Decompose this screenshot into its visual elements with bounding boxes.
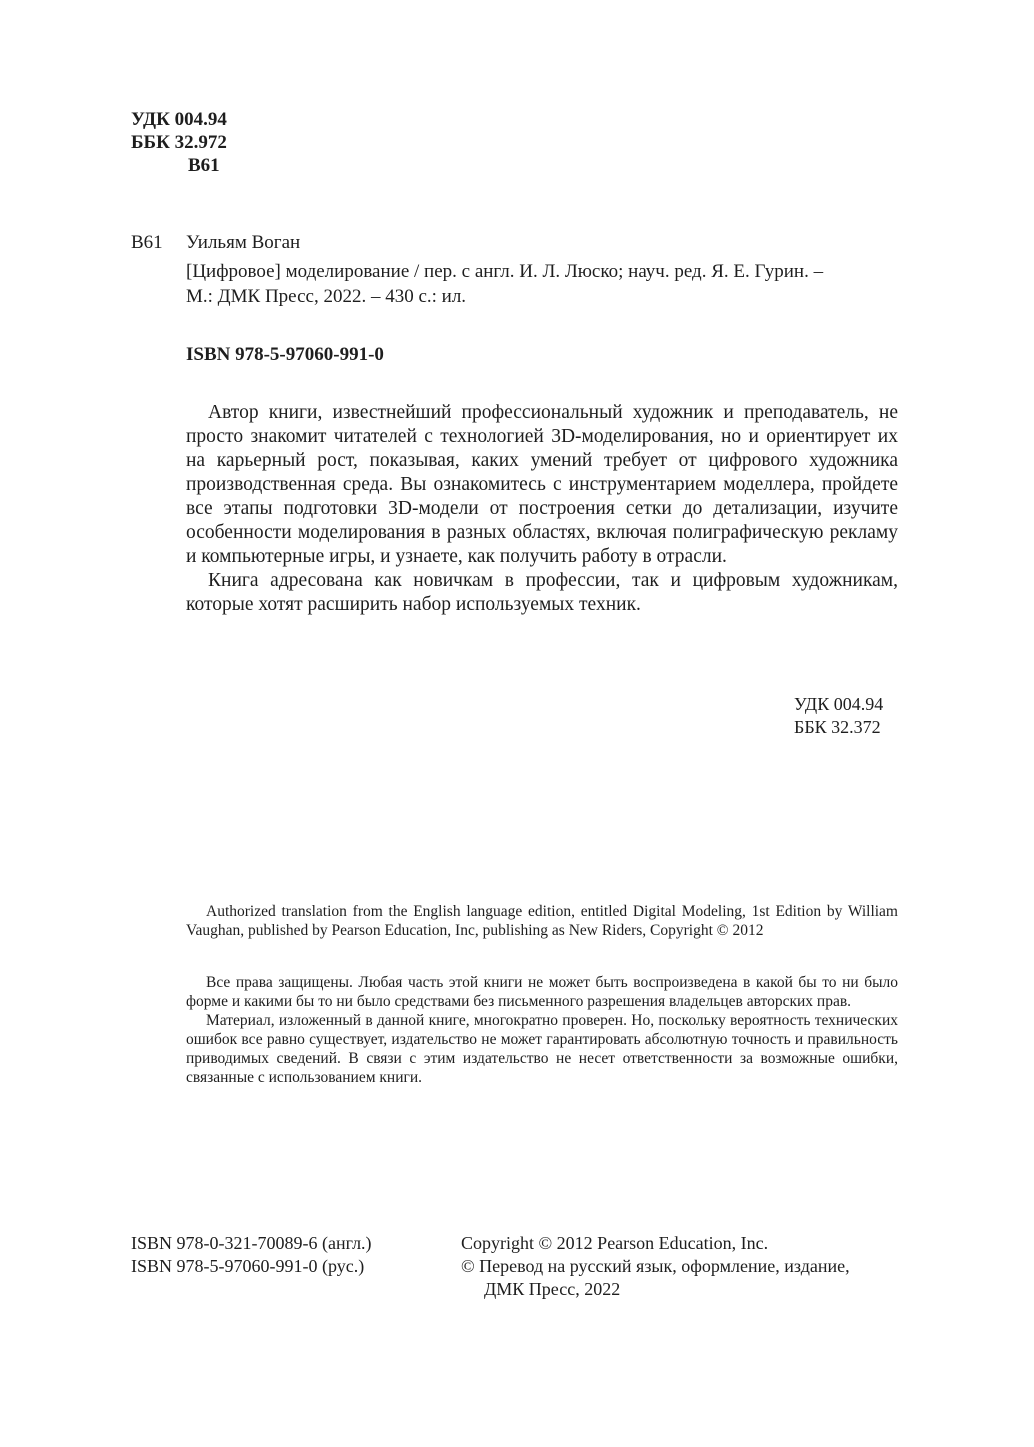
rights-notice [186,973,898,1087]
isbn-list [131,1232,372,1278]
copyright-block [461,1232,850,1301]
udk-code-right: УДК 004.94 [794,694,884,714]
rights-paragraph-1: Все права защищены. Любая часть этой книги не может быть воспроизведена в какой бы то ни было форме и какими бы то ни было средствами без письменного разрешения владельцев авторских прав. [186,974,898,1010]
authorized-translation-note [186,902,898,940]
isbn-russian: ISBN 978-5-97060-991-0 (рус.) [131,1256,365,1276]
rights-paragraph-2: Материал, изложенный в данной книге, многократно проверен. Но, поскольку вероятность технических ошибок все равно существует, издательство не может гарантировать абсолютную точность и правильность приводимых сведений. В связи с этим издательство не несет ответственности за возможные ошибки, связанные с использованием книги. [186,1012,898,1086]
udk-code: УДК 004.94 [131,109,227,130]
isbn-main: ISBN 978-5-97060-991-0 [186,344,384,365]
annotation-paragraph-1: Автор книги, известнейший профессиональный художник и преподаватель, не просто знакомит читателей с технологией 3D-моделирования, но и ориентирует их на карьерный рост, показывая, каких умений требует от цифрового художника производственная среда. Вы ознакомитесь с инструментарием моделлера, пройдете все этапы подготовки 3D-модели от построения сетки до детализации, изучите особенности моделирования в разных областях, включая полиграфическую рекламу и компьютерные игры, и узнаете, как получить работу в отрасли. [186,402,898,567]
entry-title-line-2: М.: ДМК Пресс, 2022. – 430 с.: ил. [186,286,467,307]
annotation [186,401,898,617]
entry-title-line-1: [Цифровое] моделирование / пер. с англ. И. Л. Люско; науч. ред. Я. Е. Гурин. – [186,261,824,282]
entry-author: Уильям Воган [186,232,301,253]
authorized-translation-text: Authorized translation from the English language edition, entitled Digital Modeling, 1st Edition by William Vaughan, published by Pearson Education, Inc, publishing as New Riders, Copyright © 2012 [186,903,898,939]
copyright-line-3: ДМК Пресс, 2022 [484,1279,621,1299]
classification-codes [131,108,227,177]
annotation-paragraph-2: Книга адресована как новичкам в профессии, так и цифровым художникам, которые хотят расширить набор используемых техник. [186,570,898,615]
bbk-code: ББК 32.972 [131,132,227,153]
author-mark: В61 [188,155,220,176]
entry-title [186,259,898,309]
entry-label: В61 [131,232,163,253]
bbk-code-right: ББК 32.372 [794,717,881,737]
classification-codes-right [794,693,883,739]
isbn-english: ISBN 978-0-321-70089-6 (англ.) [131,1233,372,1253]
copyright-line-2: © Перевод на русский язык, оформление, издание, [461,1256,850,1276]
copyright-line-1: Copyright © 2012 Pearson Education, Inc. [461,1233,769,1253]
